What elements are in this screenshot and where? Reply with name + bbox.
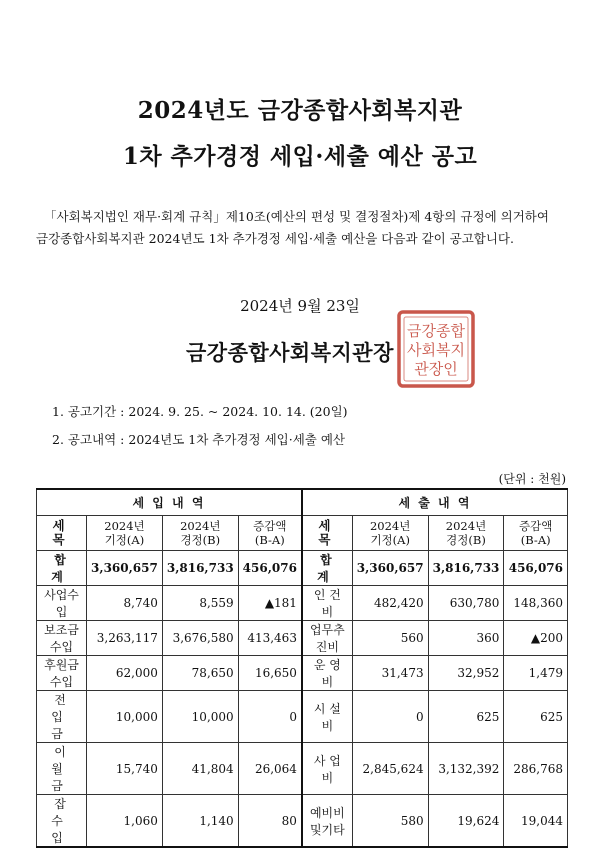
notice-period-line: [52, 402, 348, 420]
expense-new-cell: 3,816,733: [428, 551, 504, 586]
prev-header-l1: 2024년: [369, 519, 411, 533]
new-header-l1: 2024년: [180, 519, 221, 533]
revenue-prev-cell: 8,740: [87, 586, 163, 621]
revenue-diff-cell: 16,650: [238, 656, 302, 691]
table-row: [37, 656, 568, 691]
revenue-new-cell: 8,559: [162, 586, 238, 621]
revenue-item-cell: 보조금수입: [37, 621, 87, 656]
revenue-new-cell: 10,000: [162, 691, 238, 743]
revenue-prev-cell: 10,000: [87, 691, 163, 743]
revenue-item-cell: 후원금수입: [37, 656, 87, 691]
column-header-row: [37, 516, 568, 551]
new-header-l1: 2024년: [445, 519, 487, 533]
revenue-diff-header: [238, 516, 302, 551]
new-header-l2: 경정(B): [180, 533, 221, 547]
seal-text-line: 관장인: [414, 360, 458, 378]
expense-new-cell: 630,780: [428, 586, 504, 621]
expense-item-cell: 인 건 비: [302, 586, 352, 621]
expense-new-cell: 32,952: [428, 656, 504, 691]
unit-label: (단위 : 천원): [498, 472, 566, 486]
revenue-new-cell: 41,804: [162, 743, 238, 795]
expense-prev-cell: 580: [352, 795, 428, 848]
expense-diff-cell: 1,479: [504, 656, 568, 691]
seal-text-line: 사회복지: [407, 341, 465, 359]
expense-item-cell: 예비비및기타: [302, 795, 352, 848]
revenue-item-header: 세 목: [37, 516, 87, 551]
expense-prev-cell: 31,473: [352, 656, 428, 691]
revenue-prev-cell: 15,740: [87, 743, 163, 795]
expense-diff-cell: ▲200: [504, 621, 568, 656]
expense-item-cell: 시 설 비: [302, 691, 352, 743]
expense-new-cell: 625: [428, 691, 504, 743]
expense-prev-header: [352, 516, 428, 551]
revenue-new-cell: 78,650: [162, 656, 238, 691]
intro-line-1: 「사회복지법인 재무·회계 규칙」제10조(예산의 편성 및 결정절차)제 4항의 규정에 의거하여: [44, 209, 549, 224]
revenue-new-header: [162, 516, 238, 551]
budget-table: [36, 488, 568, 848]
table-row: [37, 743, 568, 795]
revenue-item-cell: 이 월 금: [37, 743, 87, 795]
table-row: [37, 586, 568, 621]
revenue-new-cell: 1,140: [162, 795, 238, 848]
prev-header-l2: 기정(A): [370, 533, 410, 547]
revenue-new-cell: 3,676,580: [162, 621, 238, 656]
revenue-diff-cell: 26,064: [238, 743, 302, 795]
revenue-diff-cell: ▲181: [238, 586, 302, 621]
prev-header-l1: 2024년: [104, 519, 145, 533]
diff-header-l2: (B-A): [254, 533, 285, 547]
diff-header-l2: (B-A): [520, 533, 551, 547]
expense-diff-cell: 148,360: [504, 586, 568, 621]
table-row: [37, 795, 568, 848]
expense-prev-cell: 2,845,624: [352, 743, 428, 795]
expense-diff-cell: 286,768: [504, 743, 568, 795]
signer-name: 금강종합사회복지관장: [186, 340, 394, 365]
revenue-new-cell: 3,816,733: [162, 551, 238, 586]
notice-content-label: 2. 공고내역 :: [52, 432, 125, 447]
revenue-diff-cell: 80: [238, 795, 302, 848]
expense-diff-cell: 456,076: [504, 551, 568, 586]
official-seal-stamp: [396, 309, 476, 389]
expense-item-cell: 업무추진비: [302, 621, 352, 656]
expense-prev-cell: 560: [352, 621, 428, 656]
table-row: [37, 621, 568, 656]
expense-item-cell: 운 영 비: [302, 656, 352, 691]
revenue-prev-cell: 1,060: [87, 795, 163, 848]
revenue-prev-header: [87, 516, 163, 551]
revenue-diff-cell: 456,076: [238, 551, 302, 586]
notice-content-line: [52, 430, 345, 448]
notice-content-value: 2024년도 1차 추가경정 세입·세출 예산: [128, 432, 345, 447]
revenue-item-cell: 전 입 금: [37, 691, 87, 743]
expense-new-cell: 360: [428, 621, 504, 656]
expense-prev-cell: 482,420: [352, 586, 428, 621]
expense-section-header: 세 출 내 역: [302, 489, 568, 516]
new-header-l2: 경정(B): [446, 533, 486, 547]
notice-period-label: 1. 공고기간 :: [52, 404, 125, 419]
expense-item-cell: 사 업 비: [302, 743, 352, 795]
section-header-row: [37, 489, 568, 516]
diff-header-l1: 증감액: [519, 519, 553, 533]
expense-new-cell: 19,624: [428, 795, 504, 848]
revenue-section-header: 세 입 내 역: [37, 489, 302, 516]
expense-diff-cell: 625: [504, 691, 568, 743]
expense-item-cell: 합 계: [302, 551, 352, 586]
expense-new-cell: 3,132,392: [428, 743, 504, 795]
expense-item-header: 세 목: [302, 516, 352, 551]
expense-prev-cell: 0: [352, 691, 428, 743]
revenue-item-cell: 잡 수 입: [37, 795, 87, 848]
expense-diff-cell: 19,044: [504, 795, 568, 848]
seal-text-line: 금강종합: [407, 322, 465, 340]
revenue-prev-cell: 62,000: [87, 656, 163, 691]
table-row: [37, 691, 568, 743]
expense-new-header: [428, 516, 504, 551]
intro-paragraph: [36, 206, 576, 250]
revenue-prev-cell: 3,263,117: [87, 621, 163, 656]
revenue-prev-cell: 3,360,657: [87, 551, 163, 586]
intro-line-2: 금강종합사회복지관 2024년도 1차 추가경정 세입·세출 예산을 다음과 같이 공고합니다.: [36, 231, 514, 246]
expense-diff-header: [504, 516, 568, 551]
announcement-date: 2024년 9월 23일: [240, 297, 360, 315]
total-row: [37, 551, 568, 586]
revenue-diff-cell: 0: [238, 691, 302, 743]
prev-header-l2: 기정(A): [104, 533, 145, 547]
diff-header-l1: 증감액: [253, 519, 287, 533]
notice-period-value: 2024. 9. 25. ~ 2024. 10. 14. (20일): [128, 404, 348, 419]
revenue-diff-cell: 413,463: [238, 621, 302, 656]
document-title-line2: 1차 추가경정 세입·세출 예산 공고: [122, 143, 478, 170]
revenue-item-cell: 합 계: [37, 551, 87, 586]
revenue-item-cell: 사업수입: [37, 586, 87, 621]
expense-prev-cell: 3,360,657: [352, 551, 428, 586]
document-title-line1: 2024년도 금강종합사회복지관: [137, 97, 463, 124]
